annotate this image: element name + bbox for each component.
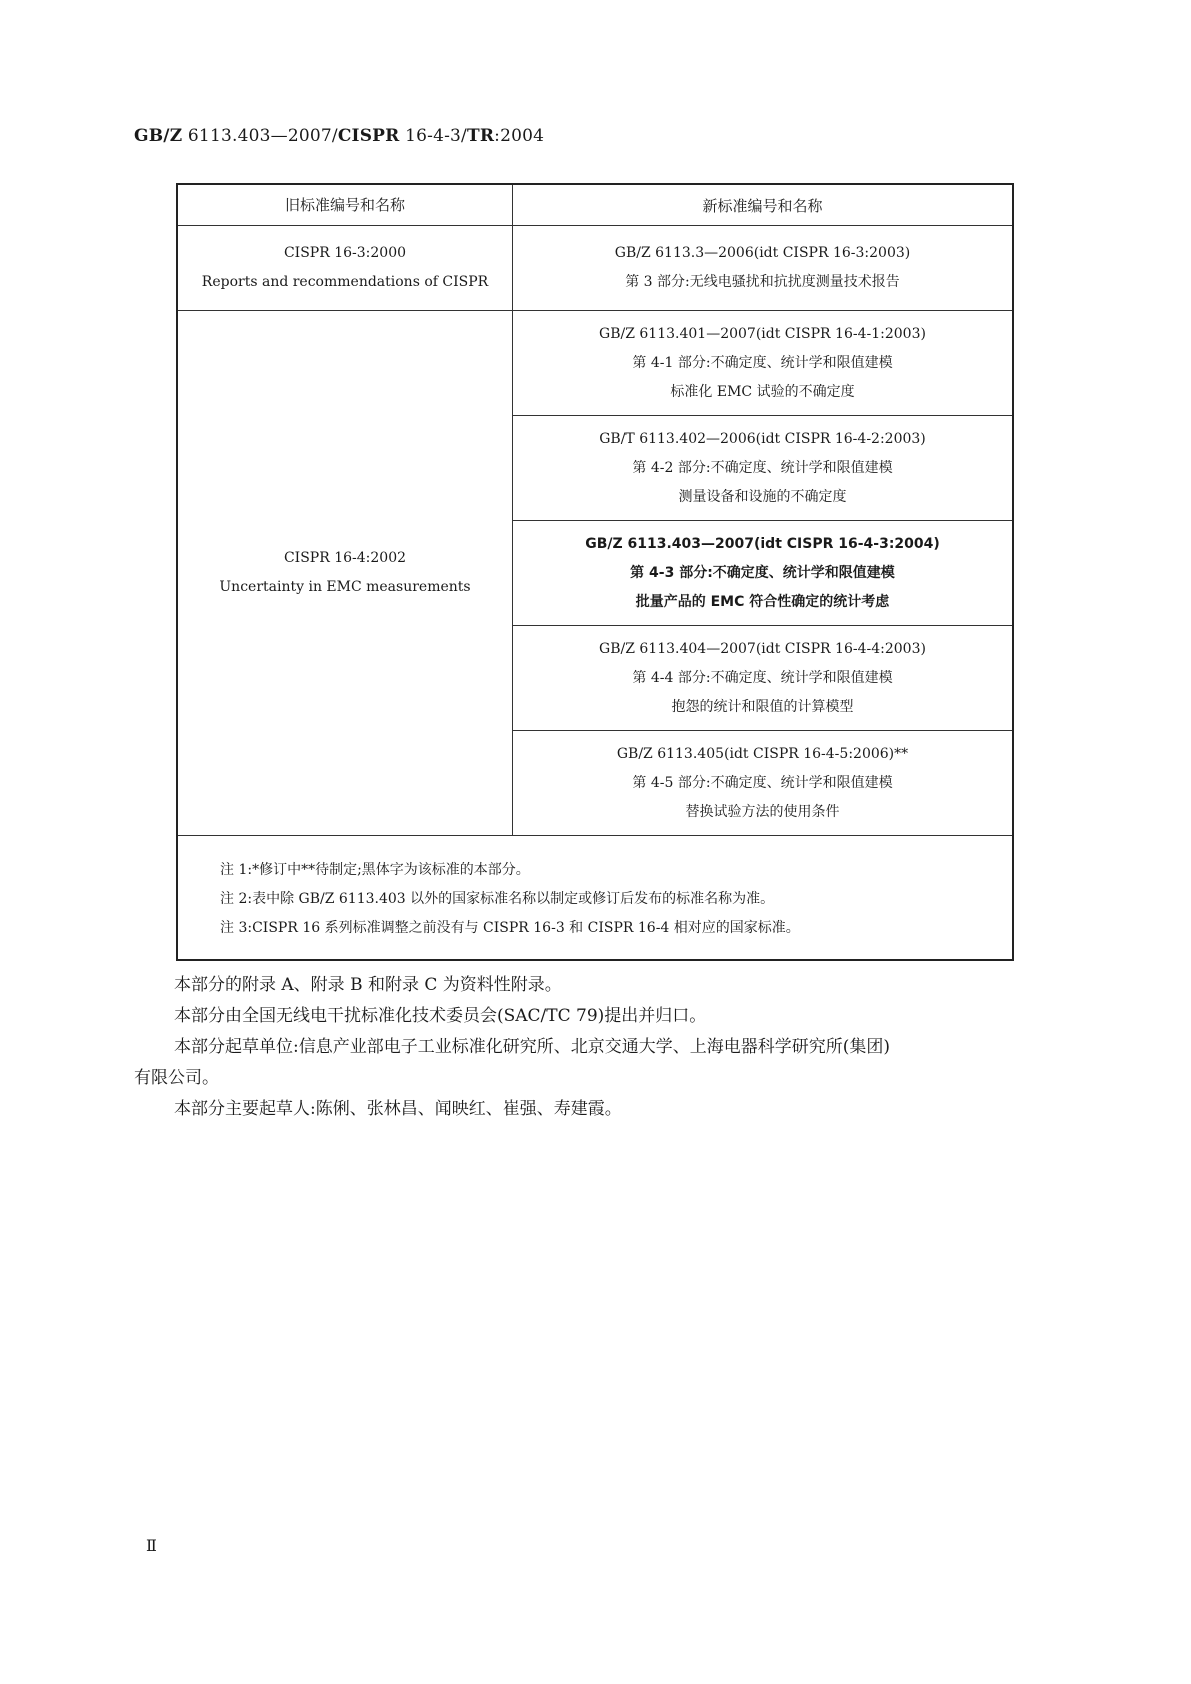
new-standard-title: 标准化 EMC 试验的不确定度 [670,383,855,400]
new-standard-cell-current [513,520,1012,625]
new-standard-part: 第 4-1 部分:不确定度、统计学和限值建模 [632,354,893,371]
new-standard-part: 第 4-3 部分:不确定度、统计学和限值建模 [630,564,895,581]
table-notes [178,836,800,959]
new-standards-group [513,311,1012,835]
new-standard-code: GB/Z 6113.401—2007(idt CISPR 16-4-1:2003) [599,325,926,342]
new-standard-cell [513,226,1012,310]
body-text [134,970,1064,1125]
new-standard-part: 第 4-5 部分:不确定度、统计学和限值建模 [632,774,893,791]
paragraph-drafting-units: 本部分起草单位:信息产业部电子工业标准化研究所、北京交通大学、上海电器科学研究所(集团) [174,1037,890,1057]
header-number: 6113.403—2007/ [182,126,338,146]
new-standard-code: GB/T 6113.402—2006(idt CISPR 16-4-2:2003) [599,430,926,447]
paragraph-drafters: 本部分主要起草人:陈俐、张林昌、闻映红、崔强、寿建霞。 [174,1099,622,1119]
document-header [134,126,544,146]
header-cispr-number: 16-4-3/ [399,126,467,146]
new-standard-part: 第 4-2 部分:不确定度、统计学和限值建模 [632,459,893,476]
paragraph-proposer: 本部分由全国无线电干扰标准化技术委员会(SAC/TC 79)提出并归口。 [174,1006,707,1026]
old-standard-cell [178,311,513,835]
new-standard-code: GB/Z 6113.403—2007(idt CISPR 16-4-3:2004) [585,535,940,552]
old-standard-name: Reports and recommendations of CISPR [201,274,489,290]
table-row [178,226,1012,311]
table-row [178,311,1012,836]
new-standard-cell [513,625,1012,730]
new-standard-title: 测量设备和设施的不确定度 [678,488,847,505]
new-standard-title: 替换试验方法的使用条件 [685,803,840,820]
header-prefix: GB/Z [134,126,183,146]
new-standard-cell [513,415,1012,520]
new-standard-cell [513,311,1012,415]
paragraph-appendix: 本部分的附录 A、附录 B 和附录 C 为资料性附录。 [174,975,562,995]
new-standard-code: GB/Z 6113.3—2006(idt CISPR 16-3:2003) [614,245,911,261]
note-2: 注 2:表中除 GB/Z 6113.403 以外的国家标准名称以制定或修订后发布的标准名称为准。 [220,891,775,907]
table-header-row [178,185,1012,226]
old-standard-name: Uncertainty in EMC measurements [219,579,471,595]
new-standard-cell [513,730,1012,835]
new-standard-title: 批量产品的 EMC 符合性确定的统计考虑 [635,593,890,610]
note-3: 注 3:CISPR 16 系列标准调整之前没有与 CISPR 16-3 和 CISPR 16-4 相对应的国家标准。 [220,920,800,936]
standards-table [176,183,1014,961]
col-old-header: 旧标准编号和名称 [178,185,513,225]
header-cispr: CISPR [337,126,400,146]
new-standard-code: GB/Z 6113.404—2007(idt CISPR 16-4-4:2003) [599,640,926,657]
old-standard-cell [178,226,513,310]
paragraph-drafting-units-cont: 有限公司。 [134,1068,219,1088]
new-standard-code: GB/Z 6113.405(idt CISPR 16-4-5:2006)** [616,745,909,762]
header-tr: TR [466,126,495,146]
col-new-header: 新标准编号和名称 [702,196,823,215]
new-standard-title: 第 3 部分:无线电骚扰和抗扰度测量技术报告 [625,274,900,290]
old-standard-code: CISPR 16-4:2002 [283,550,407,566]
old-standard-code: CISPR 16-3:2000 [283,245,407,261]
header-year: :2004 [494,126,545,146]
new-standard-title: 抱怨的统计和限值的计算模型 [671,698,854,715]
table-notes-row [178,836,1012,959]
new-standard-part: 第 4-4 部分:不确定度、统计学和限值建模 [632,669,893,686]
note-1: 注 1:*修订中**待制定;黑体字为该标准的本部分。 [220,862,530,878]
page-number: Ⅱ [146,1536,157,1555]
